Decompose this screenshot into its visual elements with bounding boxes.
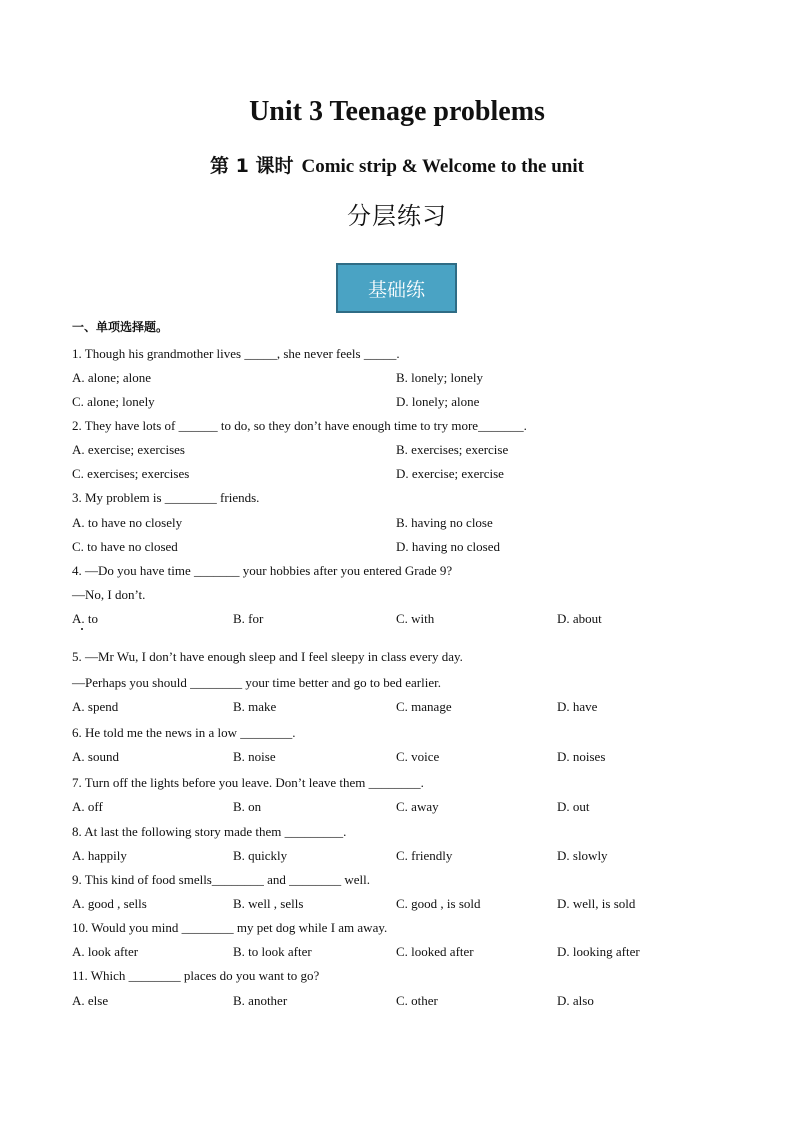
question-4-reply: —No, I don’t. <box>72 587 146 602</box>
question-1-option-b: B. lonely; lonely <box>396 370 484 385</box>
question-3-option-d: D. having no closed <box>396 539 500 554</box>
level-badge: 基础练 <box>336 263 457 313</box>
question-10-option-b: B. to look after <box>233 944 312 959</box>
question-9-option-a: A. good , sells <box>72 896 147 911</box>
question-9-option-d: D. well, is sold <box>557 896 636 911</box>
page-title: Unit 3 Teenage problems <box>249 96 545 127</box>
question-2-option-b: B. exercises; exercise <box>396 442 509 457</box>
question-5-option-c: C. manage <box>396 699 452 714</box>
question-5-option-b: B. make <box>233 699 277 714</box>
question-1-stem: 1. Though his grandmother lives _____, she never feels _____. <box>72 346 400 361</box>
question-1-option-c: C. alone; lonely <box>72 394 155 409</box>
question-8-stem: 8. At last the following story made them _________. <box>72 824 347 839</box>
question-10-option-d: D. looking after <box>557 944 640 959</box>
question-6-option-a: A. sound <box>72 749 119 764</box>
question-11-option-c: C. other <box>396 993 438 1008</box>
question-8-option-c: C. friendly <box>396 848 453 863</box>
question-6-option-c: C. voice <box>396 749 440 764</box>
question-7-option-b: B. on <box>233 799 262 814</box>
practice-heading: 分层练习 <box>347 202 447 230</box>
question-2-option-c: C. exercises; exercises <box>72 466 190 481</box>
question-9-stem: 9. This kind of food smells________ and ________ well. <box>72 872 371 887</box>
question-5-reply: —Perhaps you should ________ your time better and go to bed earlier. <box>72 675 441 690</box>
question-4-option-b: B. for <box>233 611 264 626</box>
question-11-option-a: A. else <box>72 993 109 1008</box>
question-4-option-c: C. with <box>396 611 435 626</box>
question-9-option-b: B. well , sells <box>233 896 304 911</box>
question-8-option-d: D. slowly <box>557 848 608 863</box>
question-10-stem: 10. Would you mind ________ my pet dog while I am away. <box>72 920 388 935</box>
question-6-stem: 6. He told me the news in a low ________. <box>72 725 296 740</box>
section-label: 一、单项选择题。 <box>72 320 169 334</box>
question-6-option-b: B. noise <box>233 749 276 764</box>
question-8-option-a: A. happily <box>72 848 127 863</box>
question-11-stem: 11. Which ________ places do you want to go? <box>72 968 320 983</box>
stray-dot <box>81 628 83 630</box>
question-10-option-a: A. look after <box>72 944 139 959</box>
question-2-option-d: D. exercise; exercise <box>396 466 504 481</box>
question-11-option-b: B. another <box>233 993 288 1008</box>
question-6-option-d: D. noises <box>557 749 606 764</box>
question-5-option-d: D. have <box>557 699 598 714</box>
question-7-option-c: C. away <box>396 799 439 814</box>
question-3-stem: 3. My problem is ________ friends. <box>72 490 260 505</box>
question-7-option-a: A. off <box>72 799 103 814</box>
question-2-stem: 2. They have lots of ______ to do, so they don’t have enough time to try more_______. <box>72 418 527 433</box>
question-8-option-b: B. quickly <box>233 848 288 863</box>
lesson-number: 第 1 课时 <box>210 155 294 177</box>
question-1-option-d: D. lonely; alone <box>396 394 480 409</box>
lesson-subtitle <box>0 152 794 181</box>
question-5-stem: 5. —Mr Wu, I don’t have enough sleep and I feel sleepy in class every day. <box>72 649 463 664</box>
question-10-option-c: C. looked after <box>396 944 474 959</box>
question-7-option-d: D. out <box>557 799 590 814</box>
question-2-option-a: A. exercise; exercises <box>72 442 185 457</box>
question-4-stem: 4. —Do you have time _______ your hobbies after you entered Grade 9? <box>72 563 453 578</box>
question-4-option-a: A. to <box>72 611 98 626</box>
question-4-option-d: D. about <box>557 611 602 626</box>
question-3-option-b: B. having no close <box>396 515 493 530</box>
question-11-option-d: D. also <box>557 993 594 1008</box>
question-7-stem: 7. Turn off the lights before you leave. Don’t leave them ________. <box>72 775 424 790</box>
question-3-option-c: C. to have no closed <box>72 539 178 554</box>
lesson-name: Comic strip & Welcome to the unit <box>301 156 584 177</box>
question-5-option-a: A. spend <box>72 699 119 714</box>
question-3-option-a: A. to have no closely <box>72 515 183 530</box>
question-9-option-c: C. good , is sold <box>396 896 481 911</box>
question-1-option-a: A. alone; alone <box>72 370 152 385</box>
